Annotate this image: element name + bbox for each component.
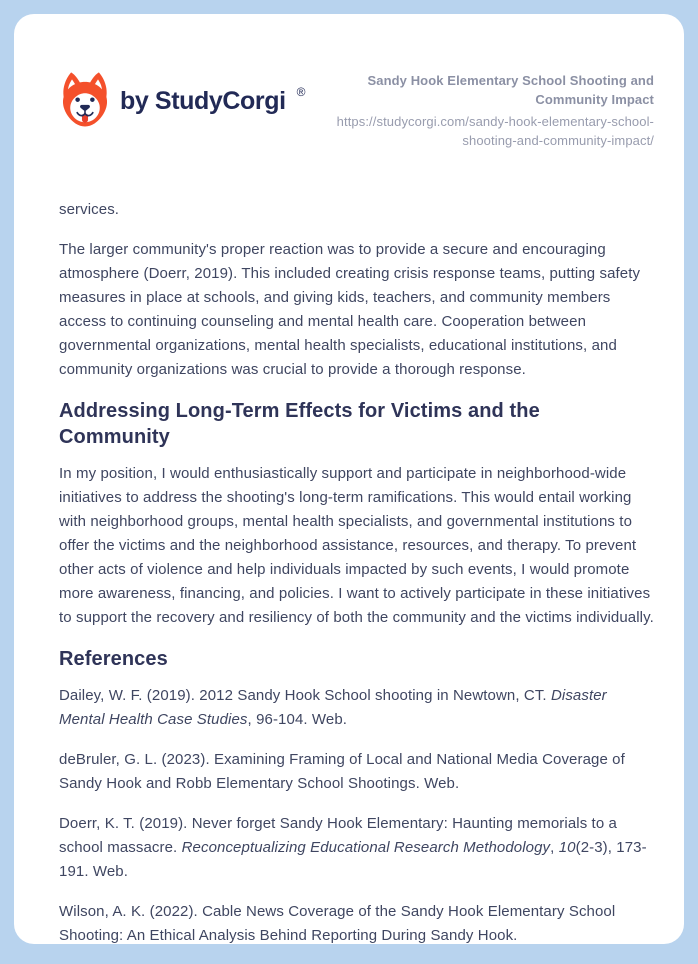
document-card: [14, 14, 684, 944]
paragraph-community-response: The larger community's proper reaction was to provide a secure and encouraging atmosphere (Doerr, 2019). This included creating crisis response teams, putting safety measures in place at schools, and giving kids, teachers, and community members access to continuing counseling and mental health care. Cooperation between governmental organizations, mental health specialists, educational institutions, and community organizations was crucial to provide a thorough response.: [59, 241, 641, 379]
document-title: Sandy Hook Elementary School Shooting and Community Impact: [367, 73, 654, 107]
reference-entry: deBruler, G. L. (2023). Examining Framing of Local and National Media Coverage of Sandy Hook and Robb Elementary School Shootings. Web.: [59, 751, 625, 793]
reference-entry: Dailey, W. F. (2019). 2012 Sandy Hook School shooting in Newtown, CT. Disaster Mental Health Case Studies, 96-104. Web.: [59, 687, 607, 729]
corgi-logo-icon: [59, 70, 111, 132]
brand-name: by StudyCorgi: [120, 86, 286, 115]
section-heading-references: References: [59, 648, 168, 671]
reference-entry: Doerr, K. T. (2019). Never forget Sandy Hook Elementary: Haunting memorials to a school massacre. Reconceptualizing Educational Research Methodology, 10(2-3), 173-191. Web.: [59, 815, 647, 881]
paragraph-continuation-fragment: services.: [59, 201, 120, 219]
document-header: [59, 70, 654, 150]
document-url-link[interactable]: https://studycorgi.com/sandy-hook-elementary-school-shooting-and-community-impact/: [336, 113, 654, 148]
registered-trademark: ®: [296, 85, 306, 99]
section-heading-long-term-effects: Addressing Long-Term Effects for Victims and the Community: [59, 400, 540, 449]
reference-entry: Wilson, A. K. (2022). Cable News Coverage of the Sandy Hook Elementary School Shooting: An Ethical Analysis Behind Reporting During Sandy Hook.: [59, 903, 616, 944]
paragraph-personal-position: In my position, I would enthusiastically support and participate in neighborhood-wide initiatives to address the shooting's long-term ramifications. This would entail working with neighborhood groups, mental health specialists, and governmental institutions to offer the victims and the neighborhood assistance, resources, and therapy. To prevent other acts of violence and help individuals impacted by such events, I would promote more awareness, financing, and policies. I want to actively participate in these initiatives to support the recovery and resiliency of both the community and the victims individually.: [59, 465, 654, 627]
studycorgi-logo[interactable]: [59, 70, 305, 132]
document-meta: [306, 70, 654, 150]
document-body: [59, 198, 654, 944]
references-list: [59, 684, 654, 944]
